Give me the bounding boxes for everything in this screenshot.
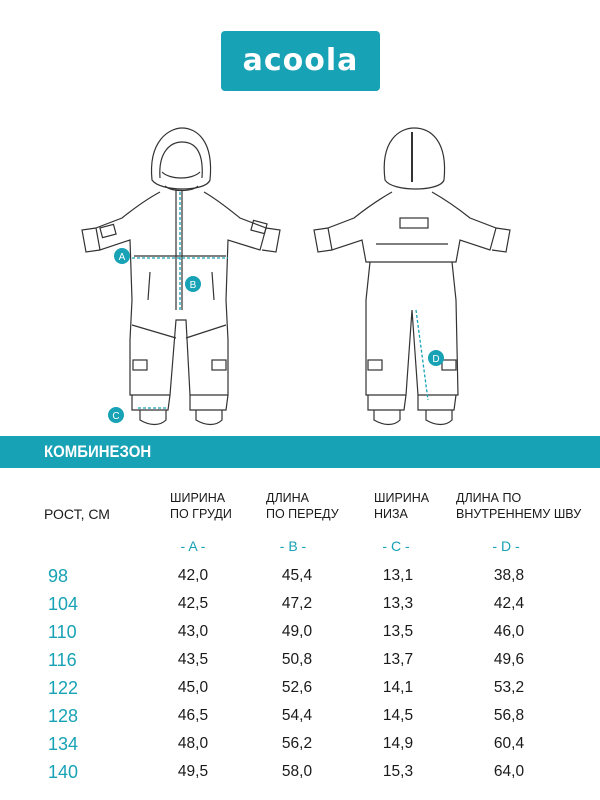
- cell-a: 46,5: [177, 707, 209, 724]
- cell-d: 56,8: [493, 707, 525, 724]
- col-header-d-line2: ВНУТРЕННЕМУ ШВУ: [456, 507, 582, 521]
- cell-d: 38,8: [493, 567, 525, 584]
- col-header-a-line1: ШИРИНА: [170, 491, 226, 505]
- cell-b: 56,2: [281, 735, 313, 752]
- table-row: [0, 594, 600, 620]
- table-row: [0, 622, 600, 648]
- cell-height: 104: [48, 594, 79, 614]
- marker-b-label: B: [189, 280, 197, 291]
- cell-height: 98: [48, 566, 69, 586]
- cell-c: 14,1: [382, 679, 414, 696]
- cell-d: 46,0: [493, 623, 525, 640]
- cell-height: 116: [48, 650, 77, 670]
- brand-logo: [221, 31, 380, 91]
- overall-technical-drawing: [0, 118, 600, 433]
- marker-c-label: C: [112, 411, 120, 422]
- table-row: [0, 762, 600, 788]
- front-view-drawing: [82, 128, 280, 425]
- col-header-d-line1: ДЛИНА ПО: [456, 491, 522, 505]
- row-header-height: РОСТ, СМ: [44, 506, 110, 522]
- table-row: [0, 566, 600, 592]
- cell-height: 134: [48, 734, 79, 754]
- col-header-a-line2: ПО ГРУДИ: [170, 507, 232, 521]
- cell-a: 43,0: [177, 623, 209, 640]
- marker-a-label: A: [118, 252, 126, 263]
- cell-b: 47,2: [281, 595, 313, 612]
- cell-b: 49,0: [281, 623, 313, 640]
- table-row: [0, 650, 600, 676]
- cell-c: 14,9: [382, 735, 414, 752]
- col-code-b: - B -: [279, 538, 307, 554]
- cell-d: 60,4: [493, 735, 525, 752]
- cell-height: 128: [48, 706, 79, 726]
- back-view-drawing: [314, 128, 510, 425]
- col-code-a: - A -: [180, 538, 206, 554]
- cell-height: 140: [48, 762, 79, 782]
- cell-height: 110: [48, 622, 77, 642]
- col-header-b-line2: ПО ПЕРЕДУ: [266, 507, 339, 521]
- cell-height: 122: [48, 678, 79, 698]
- col-header-c-line1: ШИРИНА: [374, 491, 430, 505]
- section-title: КОМБИНЕЗОН: [44, 442, 152, 461]
- cell-a: 42,5: [177, 595, 209, 612]
- brand-logo-text: acoola: [242, 43, 359, 78]
- col-code-c: - C -: [382, 538, 410, 554]
- col-header-c-line2: НИЗА: [374, 507, 408, 521]
- cell-d: 64,0: [493, 763, 525, 780]
- cell-d: 53,2: [493, 679, 525, 696]
- col-header-b-line1: ДЛИНА: [266, 491, 310, 505]
- cell-b: 58,0: [281, 763, 313, 780]
- cell-b: 45,4: [281, 567, 313, 584]
- cell-d: 42,4: [493, 595, 525, 612]
- col-header-d: [456, 490, 581, 522]
- cell-a: 45,0: [177, 679, 209, 696]
- cell-b: 54,4: [281, 707, 313, 724]
- marker-d-label: D: [432, 354, 440, 365]
- col-header-b: [266, 490, 339, 522]
- cell-a: 43,5: [177, 651, 209, 668]
- cell-a: 48,0: [177, 735, 209, 752]
- cell-c: 13,1: [382, 567, 414, 584]
- cell-d: 49,6: [493, 651, 525, 668]
- cell-c: 13,3: [382, 595, 414, 612]
- cell-c: 15,3: [382, 763, 414, 780]
- cell-c: 13,7: [382, 651, 414, 668]
- cell-a: 49,5: [177, 763, 209, 780]
- col-header-a: [170, 490, 232, 522]
- col-code-d: - D -: [492, 538, 520, 554]
- cell-a: 42,0: [177, 567, 209, 584]
- col-header-c: [374, 490, 429, 522]
- table-row: [0, 706, 600, 732]
- cell-c: 14,5: [382, 707, 414, 724]
- cell-b: 50,8: [281, 651, 313, 668]
- table-row: [0, 734, 600, 760]
- cell-b: 52,6: [281, 679, 313, 696]
- cell-c: 13,5: [382, 623, 414, 640]
- table-row: [0, 678, 600, 704]
